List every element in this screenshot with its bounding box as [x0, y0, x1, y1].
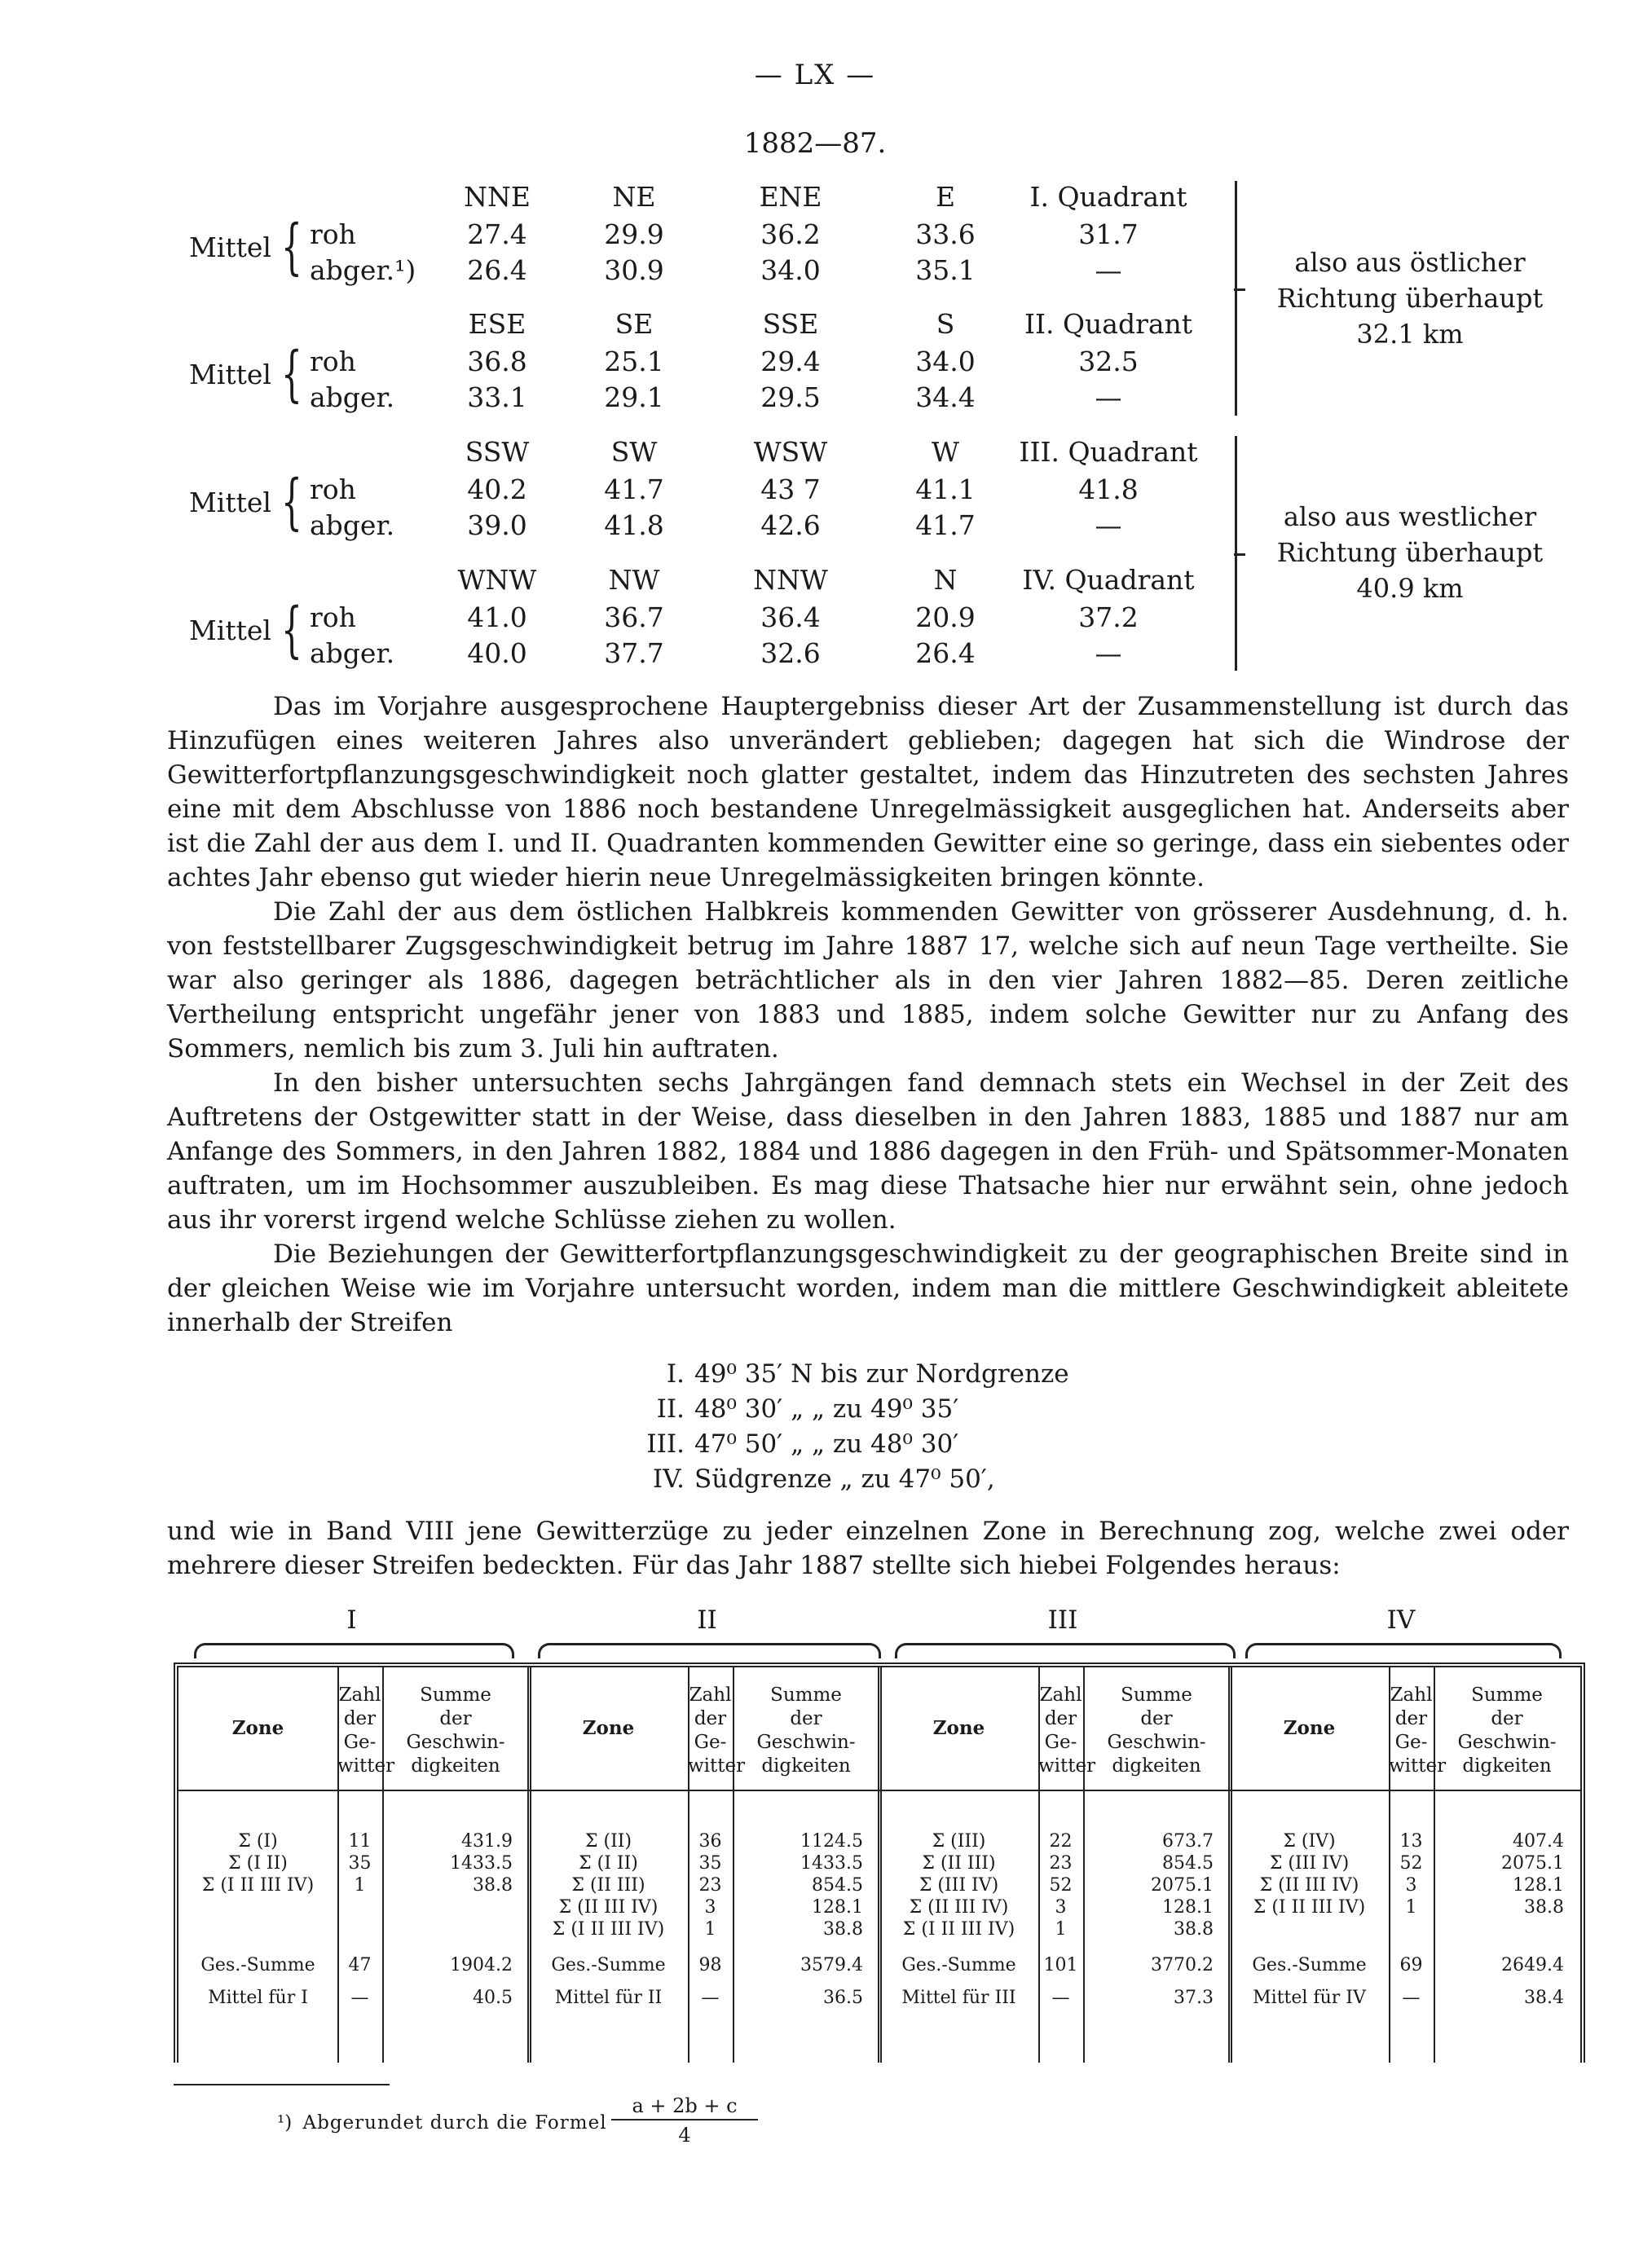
sum-header-line: der — [1491, 1708, 1523, 1729]
speed-sum: 673.7 — [1162, 1831, 1214, 1852]
wind-value: 34.4 — [915, 381, 976, 413]
body-text — [167, 689, 1569, 1340]
zone-group-label: II — [697, 1605, 717, 1635]
sum-header-line: der — [790, 1708, 822, 1729]
sum-header-line: digkeiten — [761, 1755, 851, 1777]
speed-sum: 1433.5 — [800, 1853, 863, 1874]
wind-value: 34.0 — [760, 254, 821, 286]
speed-sum: 1124.5 — [800, 1831, 863, 1852]
paragraph: und wie in Band VIII jene Gewitterzüge zu jeder einzelnen Zone in Berechnung zog, welche zwei oder mehrere dieser Streifen bedeckten. Für das Jahr 1887 stellte sich hiebei Folgendes heraus: — [167, 1517, 1569, 1580]
zone-group-bracket — [194, 1643, 514, 1658]
page-number: — LX — — [754, 59, 876, 91]
sum-header-line: Summe — [770, 1684, 842, 1706]
zone-combination: Σ (II III IV) — [1259, 1875, 1359, 1896]
zone-combination: Σ (II III) — [922, 1853, 996, 1874]
wind-value: 30.9 — [604, 254, 664, 286]
wind-direction-header: WNW — [457, 564, 537, 596]
row-label: roh — [310, 346, 356, 377]
storm-count: 1 — [1055, 1919, 1067, 1940]
zone-number: III. — [646, 1429, 685, 1459]
zone-range: 49⁰ 35′ N bis zur Nordgrenze — [694, 1359, 1069, 1389]
total-row-cell: 98 — [698, 1955, 722, 1975]
zone-combination: Σ (II III IV) — [909, 1897, 1009, 1918]
zone-combination: Σ (II III) — [571, 1875, 645, 1896]
wind-value: 26.4 — [915, 637, 976, 669]
summary-west-line: Richtung überhaupt — [1276, 537, 1544, 568]
wind-value: 33.6 — [915, 218, 976, 250]
mean-row-cell: 37.3 — [1174, 1988, 1214, 2008]
row-label: roh — [310, 601, 356, 633]
formula — [611, 2094, 758, 2147]
wind-value: 36.4 — [760, 601, 821, 633]
sum-header-line: Geschwin- — [756, 1732, 856, 1753]
zone-number: I. — [666, 1359, 685, 1389]
count-header-line: Zahl — [689, 1684, 732, 1706]
mittel-label: Mittel — [189, 614, 271, 646]
count-header — [688, 1684, 746, 1778]
sum-header-line: digkeiten — [1112, 1755, 1201, 1777]
sum-header-line: Summe — [1471, 1684, 1543, 1706]
sum-header — [733, 1684, 879, 1778]
summary-east-line: Richtung überhaupt — [1276, 283, 1544, 314]
wind-value: 36.8 — [467, 346, 527, 377]
zone-range: Südgrenze „ zu 47⁰ 50′, — [694, 1464, 995, 1494]
mean-row-cell: Mittel für II — [554, 1988, 663, 2008]
row-label: abger.¹) — [310, 254, 416, 286]
total-row-cell: Ges.-Summe — [901, 1955, 1016, 1975]
count-header-line: Ge- — [1394, 1732, 1428, 1753]
footnote — [277, 2094, 848, 2178]
speed-sum: 407.4 — [1513, 1831, 1564, 1852]
row-label: roh — [310, 218, 356, 250]
left-brace: { — [281, 467, 302, 537]
count-header-line: der — [1394, 1708, 1428, 1729]
wind-direction-header: S — [936, 308, 955, 340]
years-heading: 1882—87. — [743, 127, 887, 160]
total-row-cell: 3770.2 — [1151, 1955, 1214, 1975]
wind-value: 41.8 — [604, 509, 664, 541]
body-text-after — [167, 1514, 1569, 1583]
paragraph: In den bisher untersuchten sechs Jahrgängen fand demnach stets ein Wechsel in der Zeit des Auftretens der Ostgewitter statt in der Weise, dass dieselben in den Jahren 1883, 1885 und 1887 nur am Anfange des Sommers, in den Jahren 1882, 1884 und 1886 dagegen in den Früh- und Spätsommer-Monaten auftraten, um im Hochsommer auszubleiben. Es mag diese Thatsache hier nur erwähnt sein, ohne jedoch aus ihr vorerst irgend welche Schlüsse ziehen zu wollen. — [167, 1068, 1569, 1235]
sum-header-line: Geschwin- — [1457, 1732, 1557, 1753]
wind-direction-header: III. Quadrant — [1019, 436, 1198, 468]
wind-value: 41.1 — [915, 473, 976, 505]
wind-direction-header: E — [935, 181, 956, 213]
zone-group-label: IV — [1386, 1605, 1416, 1635]
storm-count: 23 — [1049, 1853, 1073, 1874]
wind-value: 37.2 — [1078, 601, 1139, 633]
zone-header: Zone — [1283, 1717, 1336, 1739]
count-header-line: Zahl — [338, 1684, 381, 1706]
wind-value: 32.6 — [760, 637, 821, 669]
total-row-cell: 101 — [1043, 1955, 1078, 1975]
wind-value: 41.8 — [1078, 473, 1139, 505]
sum-header — [1434, 1684, 1580, 1778]
mean-row-cell: Mittel für III — [901, 1988, 1016, 2008]
row-label: abger. — [310, 381, 395, 413]
storm-count: 35 — [348, 1853, 372, 1874]
wind-direction-header: II. Quadrant — [1024, 308, 1193, 340]
storm-count: 52 — [1049, 1875, 1073, 1896]
paragraph: Die Zahl der aus dem östlichen Halbkreis kommenden Gewitter von grösserer Ausdehnung, d. h. von feststellbarer Zugsgeschwindigkeit betrug im Jahre 1887 17, welche sich auf neun Tage vertheilte. Sie war also geringer als 1886, dagegen beträchtlicher als in den vier Jahren 1882—85. Deren zeitliche Vertheilung entspricht ungefähr jener von 1883 und 1885, indem solche Gewitter nur zu Anfang des Sommers, nemlich bis zum 3. Juli hin auftraten. — [167, 897, 1569, 1064]
storm-count: 3 — [1055, 1897, 1067, 1918]
formula-denominator: 4 — [678, 2124, 691, 2147]
total-row-cell: Ges.-Summe — [200, 1955, 315, 1975]
summary-east — [1255, 244, 1565, 352]
storm-count: 1 — [354, 1875, 366, 1896]
count-header — [1038, 1684, 1096, 1778]
count-header-line: witter — [1038, 1755, 1096, 1777]
summary-east-value: 32.1 km — [1356, 319, 1464, 350]
speed-sum: 128.1 — [812, 1897, 863, 1918]
mittel-label: Mittel — [189, 359, 271, 390]
sum-header-line: digkeiten — [411, 1755, 500, 1777]
zone-combination: Σ (III) — [932, 1831, 986, 1852]
storm-count: 22 — [1049, 1831, 1073, 1852]
left-brace: { — [281, 595, 302, 665]
zone-group-label: I — [346, 1605, 357, 1635]
sum-header — [382, 1684, 529, 1778]
zone-group-bracket — [895, 1643, 1236, 1658]
wind-value: 27.4 — [467, 218, 527, 250]
zone-combination: Σ (I II III IV) — [902, 1919, 1015, 1940]
count-header-line: Ge- — [343, 1732, 377, 1753]
wind-value: 41.7 — [915, 509, 976, 541]
wind-value: 26.4 — [467, 254, 527, 286]
wind-direction-header: I. Quadrant — [1029, 181, 1187, 213]
wind-direction-header: IV. Quadrant — [1022, 564, 1195, 596]
sum-header-line: digkeiten — [1462, 1755, 1552, 1777]
storm-count: 36 — [698, 1831, 722, 1852]
footnote-marker: ¹) — [277, 2112, 293, 2134]
wind-direction-header: NNE — [464, 181, 531, 213]
wind-value: — — [1095, 509, 1122, 541]
left-brace: { — [281, 212, 302, 282]
zone-number: II. — [656, 1394, 685, 1424]
wind-value: 29.9 — [604, 218, 664, 250]
mean-row-cell: — — [1402, 1988, 1421, 2008]
summary-west-line: also aus westlicher — [1283, 501, 1537, 532]
footnote-text: Abgerundet durch die Formel — [302, 2112, 607, 2134]
storm-count: 13 — [1399, 1831, 1423, 1852]
total-row-cell: 2649.4 — [1501, 1955, 1564, 1975]
storm-count: 35 — [698, 1853, 722, 1874]
zone-combination: Σ (IV) — [1283, 1831, 1336, 1852]
storm-count: 52 — [1399, 1853, 1423, 1874]
wind-direction-header: SSE — [762, 308, 819, 340]
wind-direction-header: ESE — [468, 308, 526, 340]
speed-sum: 38.8 — [1174, 1919, 1214, 1940]
mittel-label: Mittel — [189, 231, 271, 263]
wind-value: 20.9 — [915, 601, 976, 633]
left-brace: { — [281, 339, 302, 409]
mean-row-cell: Mittel für IV — [1253, 1988, 1366, 2008]
storm-count: 11 — [348, 1831, 372, 1852]
zone-header: Zone — [932, 1717, 985, 1739]
zone-combination: Σ (I II III IV) — [201, 1875, 315, 1896]
count-header-line: witter — [1389, 1755, 1447, 1777]
speed-sum: 38.8 — [1524, 1897, 1564, 1918]
count-header-line: Ge- — [694, 1732, 727, 1753]
wind-direction-header: SW — [610, 436, 658, 468]
speed-sum: 854.5 — [812, 1875, 863, 1896]
formula-numerator: a + 2b + c — [611, 2094, 758, 2120]
zone-header: Zone — [582, 1717, 635, 1739]
mean-row-cell: — — [1051, 1988, 1070, 2008]
mean-row-cell: — — [350, 1988, 369, 2008]
count-header-line: Ge- — [1044, 1732, 1077, 1753]
footnote-rule — [174, 2084, 390, 2085]
count-header-line: Zahl — [1039, 1684, 1082, 1706]
total-row-cell: 3579.4 — [800, 1955, 863, 1975]
mean-row-cell: 40.5 — [473, 1988, 513, 2008]
wind-value: 36.7 — [604, 601, 664, 633]
zone-range: 47⁰ 50′ „ „ zu 48⁰ 30′ — [694, 1429, 959, 1459]
sum-header — [1083, 1684, 1230, 1778]
total-row-cell: Ges.-Summe — [1252, 1955, 1367, 1975]
wind-value: 43 7 — [760, 473, 821, 505]
sum-header-line: der — [439, 1708, 472, 1729]
wind-value: 37.7 — [604, 637, 664, 669]
summary-west-value: 40.9 km — [1356, 573, 1464, 604]
speed-sum: 431.9 — [461, 1831, 513, 1852]
zone-combination: Σ (I II) — [228, 1853, 288, 1874]
speed-sum: 38.8 — [473, 1875, 513, 1896]
count-header-line: der — [1044, 1708, 1077, 1729]
storm-count: 1 — [1405, 1897, 1417, 1918]
zone-combination: Σ (III IV) — [1269, 1853, 1350, 1874]
count-header — [337, 1684, 395, 1778]
speed-sum: 128.1 — [1162, 1897, 1214, 1918]
speed-sum: 2075.1 — [1151, 1875, 1214, 1896]
total-row-cell: Ges.-Summe — [551, 1955, 666, 1975]
wind-value: 41.7 — [604, 473, 664, 505]
wind-value: 25.1 — [604, 346, 664, 377]
bracket-tip-east — [1234, 288, 1245, 291]
wind-value: 40.0 — [467, 637, 527, 669]
mean-row-cell: 36.5 — [823, 1988, 863, 2008]
mean-row-cell: — — [701, 1988, 720, 2008]
storm-count: 23 — [698, 1875, 722, 1896]
mittel-label: Mittel — [189, 487, 271, 518]
mean-row-cell: Mittel für I — [208, 1988, 308, 2008]
count-header-line: Zahl — [1390, 1684, 1433, 1706]
count-header — [1389, 1684, 1447, 1778]
zone-combination: Σ (I) — [238, 1831, 278, 1852]
zone-combination: Σ (I II) — [579, 1853, 638, 1874]
speed-sum: 854.5 — [1162, 1853, 1214, 1874]
sum-header-line: Geschwin- — [406, 1732, 505, 1753]
wind-value: 42.6 — [760, 509, 821, 541]
wind-direction-header: SE — [615, 308, 654, 340]
zone-number: IV. — [652, 1464, 685, 1494]
zone-combination: Σ (II) — [584, 1831, 632, 1852]
wind-value: 40.2 — [467, 473, 527, 505]
paragraph: Das im Vorjahre ausgesprochene Hauptergebniss dieser Art der Zusammenstellung ist durch das Hinzufügen eines weiteren Jahres also unverändert geblieben; dagegen hat sich die Windrose der Gewitterfortpflanzungsgeschwindigkeit noch glatter gestaltet, indem das Hinzutreten des sechsten Jahres eine mit dem Abschlusse von 1886 noch bestandene Unregelmässigkeit ausgeglichen hat. Anderseits aber ist die Zahl der aus dem I. und II. Quadranten kommenden Gewitter eine so geringe, dass ein siebentes oder achtes Jahr ebenso gut wieder hierin neue Unregelmässigkeiten bringen könnte. — [167, 692, 1569, 892]
total-row-cell: 47 — [348, 1955, 372, 1975]
row-label: abger. — [310, 509, 395, 541]
wind-value: 35.1 — [915, 254, 976, 286]
zone-range: 48⁰ 30′ „ „ zu 49⁰ 35′ — [694, 1394, 959, 1424]
wind-value: 41.0 — [467, 601, 527, 633]
wind-direction-header: N — [933, 564, 958, 596]
wind-value: — — [1095, 254, 1122, 286]
wind-value: 29.5 — [760, 381, 821, 413]
storm-count: 3 — [1405, 1875, 1417, 1896]
wind-value: 36.2 — [760, 218, 821, 250]
total-row-cell: 69 — [1399, 1955, 1423, 1975]
sum-header-line: Summe — [420, 1684, 491, 1706]
mean-row-cell: 38.4 — [1524, 1988, 1564, 2008]
summary-east-line: also aus östlicher — [1294, 247, 1526, 278]
right-bracket-east — [1227, 181, 1237, 416]
wind-direction-header: WSW — [753, 436, 828, 468]
zone-group-bracket — [1245, 1643, 1562, 1658]
storm-count: 3 — [704, 1897, 716, 1918]
bracket-tip-west — [1234, 553, 1245, 556]
speed-sum: 128.1 — [1513, 1875, 1564, 1896]
sum-header-line: der — [1140, 1708, 1173, 1729]
wind-value: — — [1095, 637, 1122, 669]
paragraph: Die Beziehungen der Gewitterfortpflanzungsgeschwindigkeit zu der geographischen Breite sind in der gleichen Weise wie im Vorjahre untersucht worden, indem man die mittlere Geschwindigkeit ableitete innerhalb der Streifen — [167, 1240, 1569, 1337]
wind-value: 34.0 — [915, 346, 976, 377]
total-row-cell: 1904.2 — [450, 1955, 513, 1975]
row-label: roh — [310, 473, 356, 505]
zone-combination: Σ (I II III IV) — [1253, 1897, 1366, 1918]
speed-sum: 2075.1 — [1501, 1853, 1564, 1874]
wind-direction-header: NNW — [753, 564, 828, 596]
sum-header-line: Geschwin- — [1107, 1732, 1206, 1753]
wind-direction-header: W — [932, 436, 959, 468]
zone-combination: Σ (II III IV) — [558, 1897, 659, 1918]
zone-combination: Σ (I II III IV) — [552, 1919, 665, 1940]
count-header-line: witter — [337, 1755, 395, 1777]
wind-direction-header: NW — [608, 564, 660, 596]
header-rule — [178, 1790, 1580, 1791]
count-header-line: der — [343, 1708, 377, 1729]
count-header-line: witter — [688, 1755, 746, 1777]
zone-speed-table — [174, 1662, 1585, 2063]
count-header-line: der — [694, 1708, 727, 1729]
wind-value: 39.0 — [467, 509, 527, 541]
speed-sum: 1433.5 — [450, 1853, 513, 1874]
zone-group-label: III — [1047, 1605, 1078, 1635]
wind-direction-header: NE — [612, 181, 656, 213]
wind-value: 29.1 — [604, 381, 664, 413]
summary-west — [1255, 499, 1565, 606]
zone-header: Zone — [231, 1717, 284, 1739]
storm-count: 1 — [704, 1919, 716, 1940]
row-label: abger. — [310, 637, 395, 669]
speed-sum: 38.8 — [823, 1919, 863, 1940]
sum-header-line: Summe — [1121, 1684, 1192, 1706]
wind-direction-header: SSW — [465, 436, 530, 468]
wind-direction-header: ENE — [759, 181, 822, 213]
wind-value: 29.4 — [760, 346, 821, 377]
wind-value: — — [1095, 381, 1122, 413]
wind-value: 31.7 — [1078, 218, 1139, 250]
wind-value: 32.5 — [1078, 346, 1139, 377]
zone-group-bracket — [538, 1643, 881, 1658]
zone-combination: Σ (III IV) — [919, 1875, 999, 1896]
wind-value: 33.1 — [467, 381, 527, 413]
